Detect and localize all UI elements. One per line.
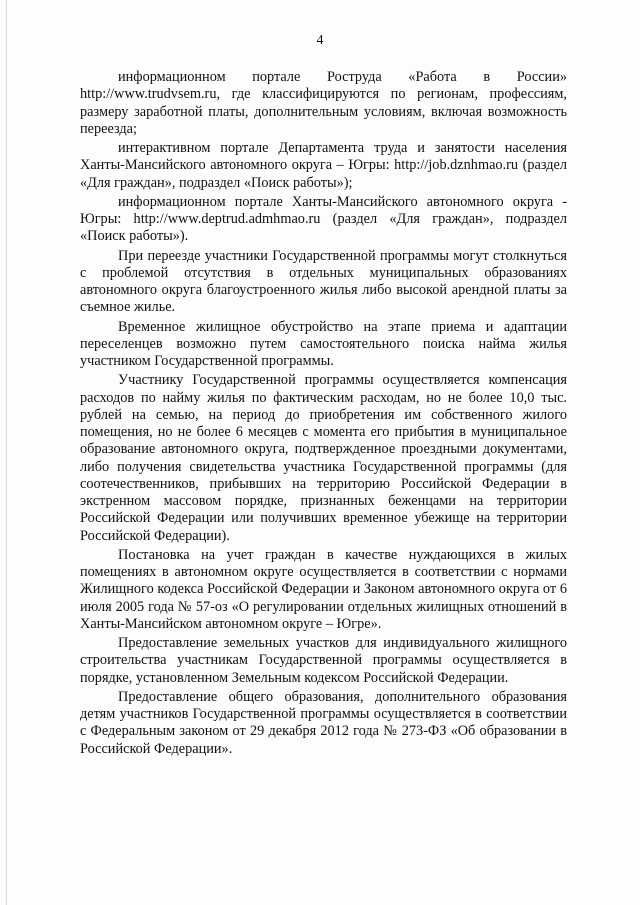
paragraph-rent-compensation: Участнику Государственной программы осуществляется компенсация расходов по найму жилья по фактическим расходам, но не более 10,0 тыс. рублей на семью, на период до приобретения им собственного жилого помещения, но не более 6 месяцев с момента его прибытия в муниципальное образование автономного округа, подтвержденное проездными документами, либо получения свидетельства участника Государственной программы (для соотечественников, прибывших на территорию Российской Федерации в экстренном массовом порядке, признанных беженцами на территории Российской Федерации или получивших временное убежище на территории Российской Федерации). xyxy=(80,372,567,544)
page-number: 4 xyxy=(316,33,324,48)
paragraph-education: Предоставление общего образования, дополнительного образования детям участников Государственной программы осуществляется в соответствии с Федеральным законом от 29 декабря 2012 года № 273-ФЗ «Об образовании в Российской Федерации». xyxy=(80,688,567,757)
paragraph-housing-problem: При переезде участники Государственной программы могут столкнуться с проблемой отсутствия в отдельных муниципальных образованиях автономного округа благоустроенного жилья либо высокой арендной платы за съемное жилье. xyxy=(80,247,567,316)
page-edge-line xyxy=(6,0,7,905)
paragraph-temporary-housing: Временное жилищное обустройство на этапе приема и адаптации переселенцев возможно путем самостоятельного поиска найма жилья участником Государственной программы. xyxy=(80,318,567,369)
paragraph-land-plots: Предоставление земельных участков для индивидуального жилищного строительства участникам Государственной программы осуществляется в порядке, установленном Земельным кодексом Российской Федерации. xyxy=(80,635,567,686)
paragraph-portal-trudvsem: информационном портале Роструда «Работа в России» http://www.trudvsem.ru, где классифицируются по регионам, профессиям, размеру заработной платы, дополнительным условиям, включая возможность переезда; xyxy=(80,69,567,137)
paragraph-housing-registration: Постановка на учет граждан в качестве нуждающихся в жилых помещениях в автономном округе осуществляется в соответствии с нормами Жилищного кодекса Российской Федерации и Законом автономного округа от 6 июля 2005 года № 57-оз «О регулировании отдельных жилищных отношений в Ханты-Мансийском автономном округе – Югре». xyxy=(80,546,567,632)
document-body xyxy=(80,69,567,760)
paragraph-portal-dznhmao: интерактивном портале Департамента труда и занятости населения Ханты-Мансийского автономного округа – Югры: http://job.dznhmao.ru (раздел «Для граждан», подраздел «Поиск работы»); xyxy=(80,140,567,191)
paragraph-portal-deptrud: информационном портале Ханты-Мансийского автономного округа - Югры: http://www.deptrud.admhmao.ru (раздел «Для граждан», подраздел «Поиск работы»). xyxy=(80,193,567,245)
